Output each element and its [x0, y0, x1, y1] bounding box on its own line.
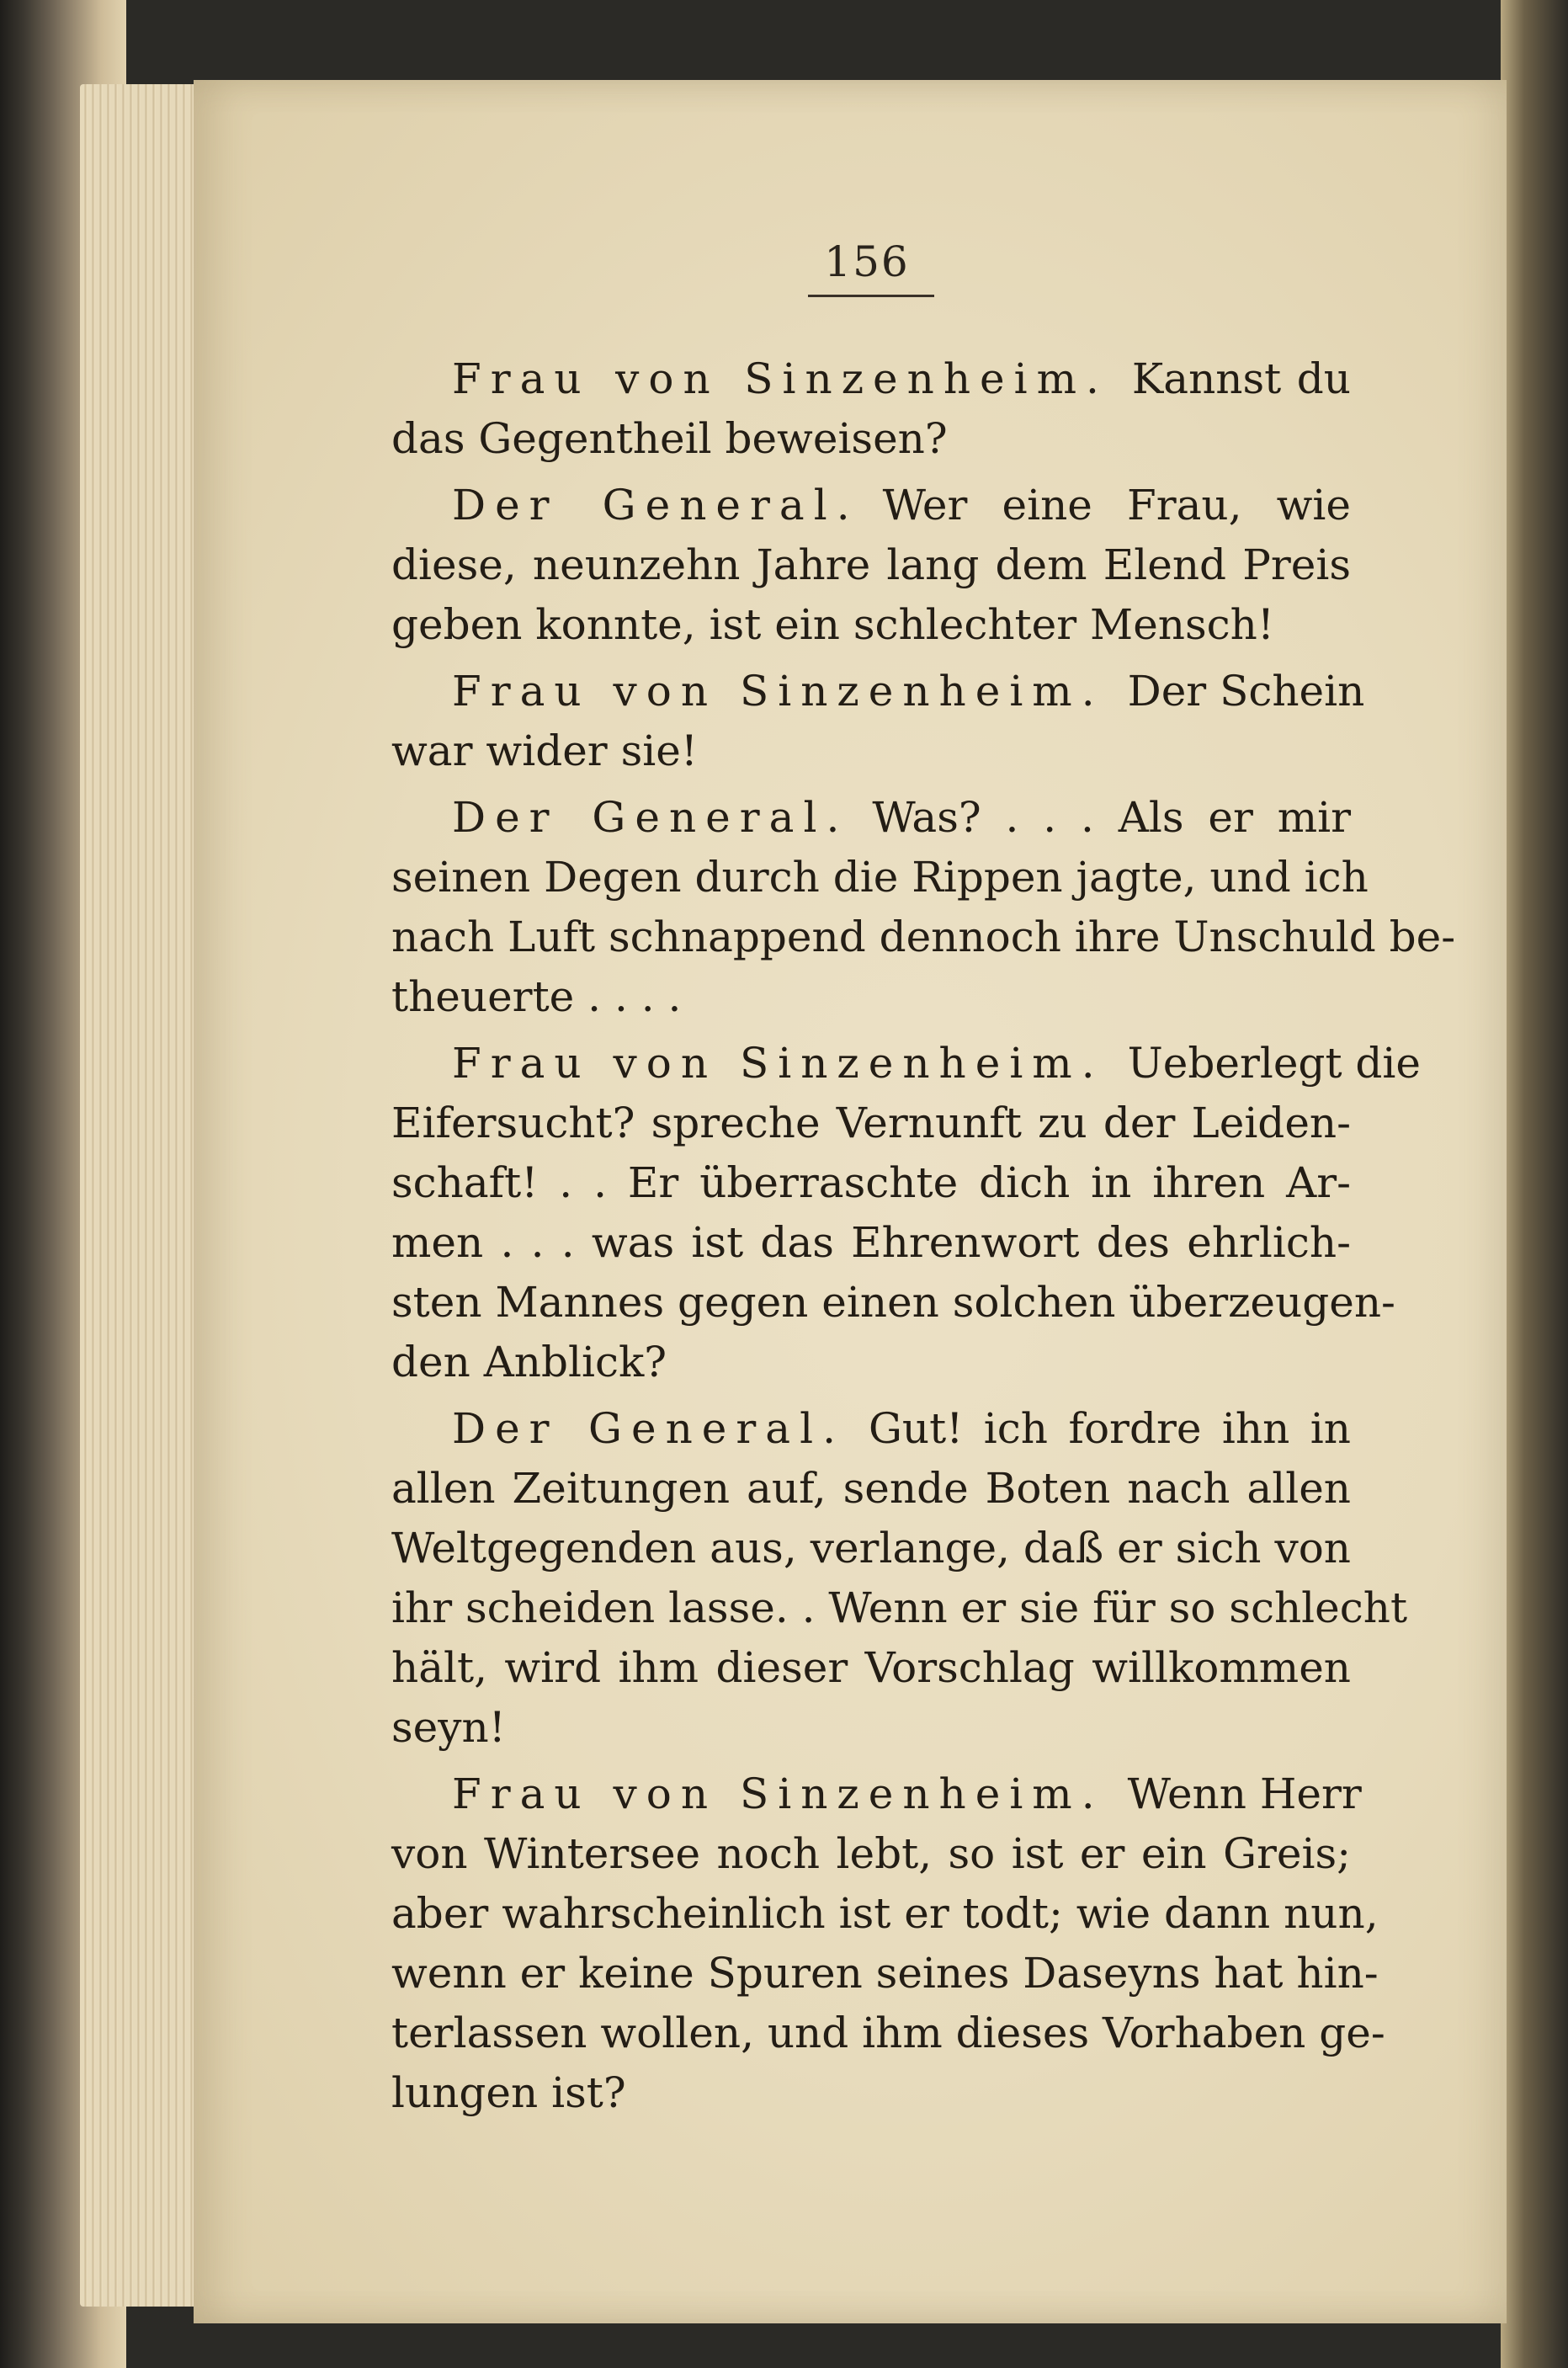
text-line: Frau von Sinzenheim. Wenn Herr [452, 1769, 1362, 1818]
text-line: Der General. Was? . . . Als er mir [452, 793, 1351, 842]
page-text [391, 349, 1456, 2123]
text-line: das Gegentheil beweisen? [391, 414, 948, 463]
text-line: diese, neunzehn Jahre lang dem Elend Preis [391, 540, 1351, 589]
speaker-name: Frau von Sinzenheim. [452, 354, 1108, 403]
text-line: men . . . was ist das Ehrenwort des ehrlich- [391, 1218, 1351, 1267]
dialogue-paragraph [391, 1034, 1422, 1392]
text-line: geben konnte, ist ein schlechter Mensch! [391, 600, 1274, 649]
text-line: aber wahrscheinlich ist er todt; wie dann nun, [391, 1889, 1379, 1938]
text-line: ihr scheiden lasse. . Wenn er sie für so schlecht [391, 1583, 1408, 1632]
dialogue-paragraph [391, 1399, 1408, 1758]
page-stack-edges [80, 84, 198, 2307]
text-line: hält, wird ihm dieser Vorschlag willkommen [391, 1643, 1351, 1692]
text-line: lungen ist? [391, 2068, 626, 2117]
text-line: Eifersucht? spreche Vernunft zu der Leiden- [391, 1099, 1351, 1147]
text-line: Frau von Sinzenheim. Kannst du [452, 354, 1351, 403]
text-line: terlassen wollen, und ihm dieses Vorhaben ge- [391, 2009, 1385, 2057]
text-line: Der General. Gut! ich fordre ihn in [452, 1404, 1351, 1453]
text-line: Frau von Sinzenheim. Ueberlegt die [452, 1039, 1422, 1088]
text-line: wenn er keine Spuren seines Daseyns hat hin- [391, 1949, 1379, 1998]
speaker-name: Der General. [452, 481, 859, 529]
dialogue-paragraph [391, 476, 1351, 655]
text-line: seyn! [391, 1703, 506, 1752]
dialogue-paragraph [391, 349, 1351, 469]
text-line: theuerte . . . . [391, 972, 682, 1021]
text-line: von Wintersee noch lebt, so ist er ein Greis; [391, 1829, 1351, 1878]
dialogue-paragraph [391, 1764, 1385, 2123]
speaker-name: Frau von Sinzenheim. [452, 667, 1104, 716]
text-line: nach Luft schnappend dennoch ihre Unschuld be- [391, 913, 1456, 961]
text-line: Weltgegenden aus, verlange, daß er sich von [391, 1524, 1351, 1572]
speaker-name: Der General. [452, 1404, 845, 1453]
text-line: seinen Degen durch die Rippen jagte, und ich [391, 853, 1369, 902]
speaker-name: Frau von Sinzenheim. [452, 1769, 1104, 1818]
speaker-name: Frau von Sinzenheim. [452, 1039, 1104, 1088]
dialogue-paragraph [391, 788, 1456, 1027]
page-number-rule [808, 295, 934, 297]
text-line: Der General. Wer eine Frau, wie [452, 481, 1351, 529]
text-line: Frau von Sinzenheim. Der Schein [452, 667, 1365, 716]
text-line: schaft! . . Er überraschte dich in ihren Ar- [391, 1158, 1351, 1207]
text-line: allen Zeitungen auf, sende Boten nach allen [391, 1464, 1351, 1513]
dialogue-paragraph [391, 662, 1365, 781]
text-line: sten Mannes gegen einen solchen überzeugen- [391, 1278, 1395, 1327]
facing-page-edge [1501, 0, 1568, 2368]
text-line: war wider sie! [391, 726, 698, 775]
text-line: den Anblick? [391, 1338, 667, 1386]
speaker-name: Der General. [452, 793, 849, 842]
page-number: 156 [824, 237, 910, 286]
